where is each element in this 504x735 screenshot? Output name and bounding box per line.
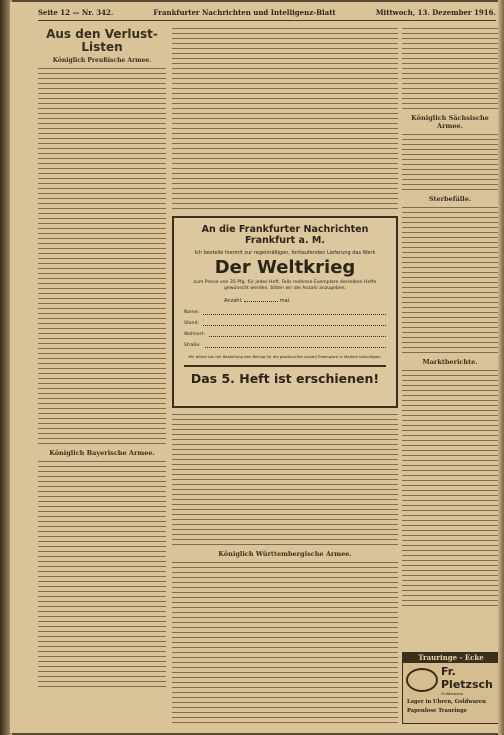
field-strasse[interactable]: Straße: bbox=[184, 343, 386, 348]
issue-date: Mittwoch, 13. Dezember 1916. bbox=[375, 8, 496, 17]
column-2-top bbox=[172, 26, 398, 212]
jeweler-line2: Lager in Uhren, Goldwaren bbox=[407, 699, 486, 705]
column-3-body-4 bbox=[402, 368, 498, 608]
field-stand[interactable]: Stand: bbox=[184, 321, 386, 326]
ad-recipient: An die Frankfurter Nachrichten bbox=[201, 224, 369, 235]
ad-intro: Ich bestelle hiermit zur regelmäßigen, fortlaufenden Lieferung das Werk bbox=[194, 250, 376, 256]
order-label: Anzahl: bbox=[224, 298, 243, 304]
jeweler-ad bbox=[402, 652, 500, 724]
casualty-list-title: Aus den Verlust-Listen bbox=[46, 27, 158, 54]
column-3-body-2 bbox=[402, 132, 498, 192]
column-3-body-3 bbox=[402, 205, 498, 355]
ad-banner: Das 5. Heft ist erschienen! bbox=[184, 365, 386, 386]
prussian-army-heading: Königlich Preußische Armee. bbox=[52, 57, 152, 64]
market-reports-heading: Marktberichte. bbox=[422, 358, 478, 366]
ad-terms: zum Preise von 35 Pfg. für jedes Heft. Falls mehrere Exemplare derselben Hefte gewünscht werden, bitten wir die Anzahl anzugeben. bbox=[193, 280, 377, 291]
order-suffix: mal. bbox=[279, 298, 291, 304]
bavarian-army-heading: Königlich Bayerische Armee. bbox=[49, 449, 155, 457]
ring-icon bbox=[406, 668, 438, 692]
ad-order-line bbox=[224, 298, 386, 304]
jeweler-name: Fr. Pletzsch bbox=[441, 665, 493, 691]
page-edge bbox=[498, 0, 504, 735]
newspaper-page bbox=[10, 2, 504, 733]
column-3 bbox=[402, 26, 498, 646]
ad-city: Frankfurt a. M. bbox=[245, 235, 325, 246]
field-wohnort[interactable]: Wohnort: bbox=[184, 332, 386, 337]
column-3-body bbox=[402, 26, 498, 111]
page-number: Seite 12 — Nr. 342. bbox=[38, 8, 114, 17]
deaths-heading: Sterbefälle. bbox=[428, 195, 472, 203]
ad-note: Wir bitten bei der Bestellung den Betrag für die gewünschte Anzahl Exemplare in Marken beizufügen. bbox=[188, 354, 382, 359]
saxon-army-heading: Königlich Sächsische Armee. bbox=[411, 114, 489, 130]
jeweler-band: Trauringe - Ecke bbox=[403, 653, 499, 663]
masthead: Frankfurter Nachrichten und Intelligenz-Blatt bbox=[153, 8, 336, 17]
ad-work-title: Der Weltkrieg bbox=[214, 257, 356, 278]
page-header bbox=[38, 8, 496, 21]
column-1 bbox=[38, 26, 166, 726]
column-2-body-2 bbox=[172, 412, 398, 547]
column-2-bottom bbox=[172, 412, 398, 727]
field-name[interactable]: Name: bbox=[184, 310, 386, 315]
wuerttemberg-army-heading: Königlich Württembergische Armee. bbox=[218, 550, 352, 558]
jeweler-line1: Goldwaren bbox=[441, 691, 464, 696]
column-2-body-3 bbox=[172, 560, 398, 725]
column-1-body bbox=[38, 66, 166, 446]
jeweler-line3: Papenlose Trauringe bbox=[407, 708, 468, 714]
column-2-body bbox=[172, 26, 398, 212]
column-1-body-2 bbox=[38, 459, 166, 689]
order-coupon-ad bbox=[172, 216, 398, 408]
